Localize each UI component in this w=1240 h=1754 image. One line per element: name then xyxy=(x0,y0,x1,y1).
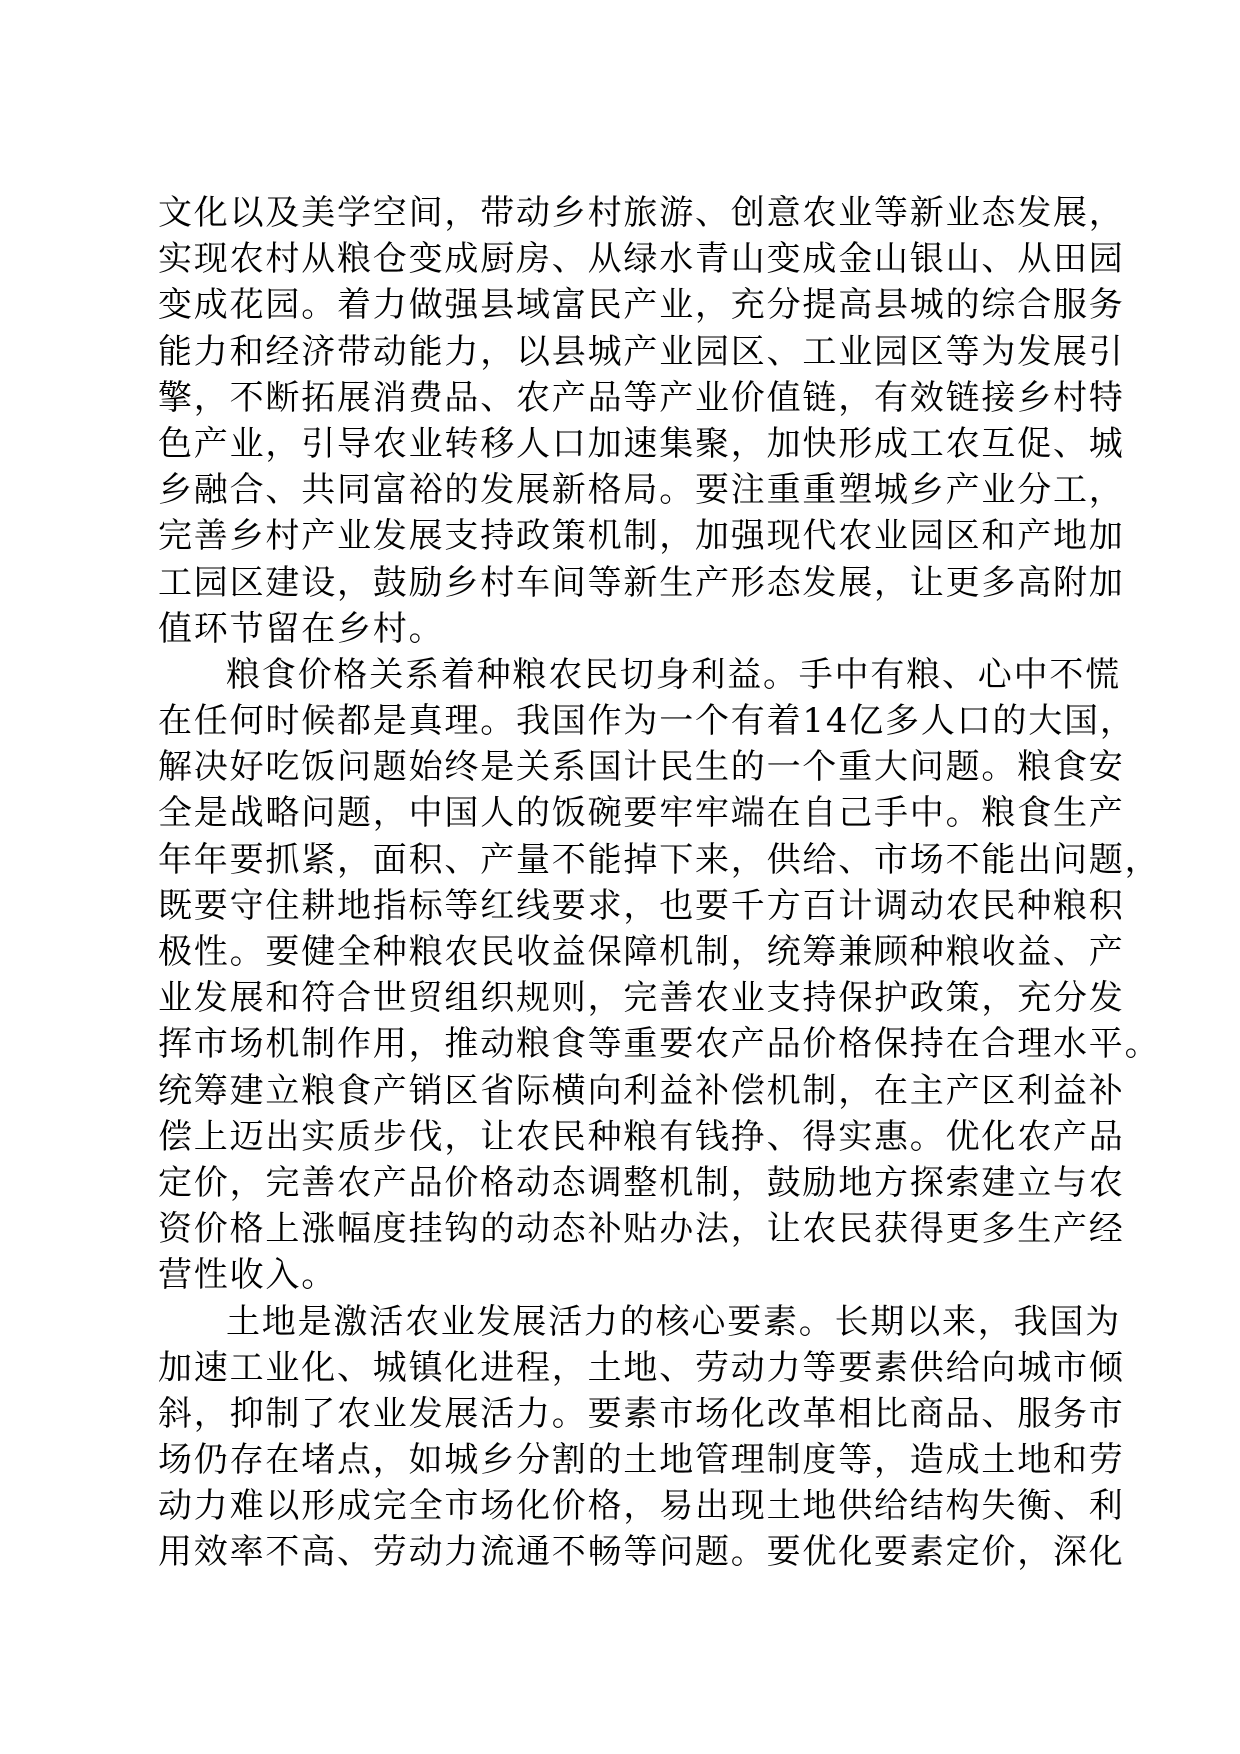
text-line: 年年要抓紧，面积、产量不能掉下来，供给、市场不能出问题， xyxy=(158,839,1161,880)
text-line: 极性。要健全种粮农民收益保障机制，统筹兼顾种粮收益、产 xyxy=(158,932,1125,972)
text-line: 全是战略问题，中国人的饭碗要牢牢端在自己手中。粮食生产 xyxy=(158,793,1125,834)
text-line: 用效率不高、劳动力流通不畅等问题。要优化要素定价，深化 xyxy=(158,1532,1125,1573)
text-line: 资价格上涨幅度挂钩的动态补贴办法，让农民获得更多生产经 xyxy=(158,1209,1125,1250)
text-line: 色产业，引导农业转移人口加速集聚，加快形成工农互促、城 xyxy=(158,423,1125,464)
text-line: 动力难以形成完全市场化价格，易出现土地供给结构失衡、利 xyxy=(158,1486,1125,1527)
text-line: 变成花园。着力做强县域富民产业，充分提高县城的综合服务 xyxy=(158,285,1125,326)
text-line: 营性收入。 xyxy=(158,1255,337,1296)
paragraph-first-line: 土地是激活农业发展活力的核心要素。长期以来，我国为 xyxy=(226,1301,1121,1342)
text-line: 定价，完善农产品价格动态调整机制，鼓励地方探索建立与农 xyxy=(158,1162,1125,1203)
text-line: 加速工业化、城镇化进程，土地、劳动力等要素供给向城市倾 xyxy=(158,1347,1125,1388)
text-line: 业发展和符合世贸组织规则，完善农业支持保护政策，充分发 xyxy=(158,978,1125,1019)
document-body xyxy=(158,190,1161,1576)
text-line: 文化以及美学空间，带动乡村旅游、创意农业等新业态发展， xyxy=(158,193,1125,233)
text-line: 统筹建立粮食产销区省际横向利益补偿机制，在主产区利益补 xyxy=(158,1070,1125,1111)
text-line: 擎，不断拓展消费品、农产品等产业价值链，有效链接乡村特 xyxy=(158,377,1125,418)
text-line: 在任何时候都是真理。我国作为一个有着14亿多人口的大国， xyxy=(158,701,1136,742)
text-line: 挥市场机制作用，推动粮食等重要农产品价格保持在合理水平。 xyxy=(158,1024,1161,1065)
text-line: 解决好吃饭问题始终是关系国计民生的一个重大问题。粮食安 xyxy=(158,747,1125,788)
text-line: 能力和经济带动能力，以县城产业园区、工业园区等为发展引 xyxy=(158,331,1125,372)
text-line: 实现农村从粮仓变成厨房、从绿水青山变成金山银山、从田园 xyxy=(158,239,1125,280)
text-line: 斜，抑制了农业发展活力。要素市场化改革相比商品、服务市 xyxy=(158,1393,1125,1434)
text-line: 完善乡村产业发展支持政策机制，加强现代农业园区和产地加 xyxy=(158,516,1125,557)
text-line: 既要守住耕地指标等红线要求，也要千方百计调动农民种粮积 xyxy=(158,885,1125,926)
text-line: 偿上迈出实质步伐，让农民种粮有钱挣、得实惠。优化农产品 xyxy=(158,1116,1125,1157)
text-line: 乡融合、共同富裕的发展新格局。要注重重塑城乡产业分工， xyxy=(158,470,1125,511)
text-line: 工园区建设，鼓励乡村车间等新生产形态发展，让更多高附加 xyxy=(158,562,1125,603)
text-line: 值环节留在乡村。 xyxy=(158,608,445,649)
text-line: 场仍存在堵点，如城乡分割的土地管理制度等，造成土地和劳 xyxy=(158,1440,1125,1481)
paragraph-first-line: 粮食价格关系着种粮农民切身利益。手中有粮、心中不慌 xyxy=(226,654,1121,695)
